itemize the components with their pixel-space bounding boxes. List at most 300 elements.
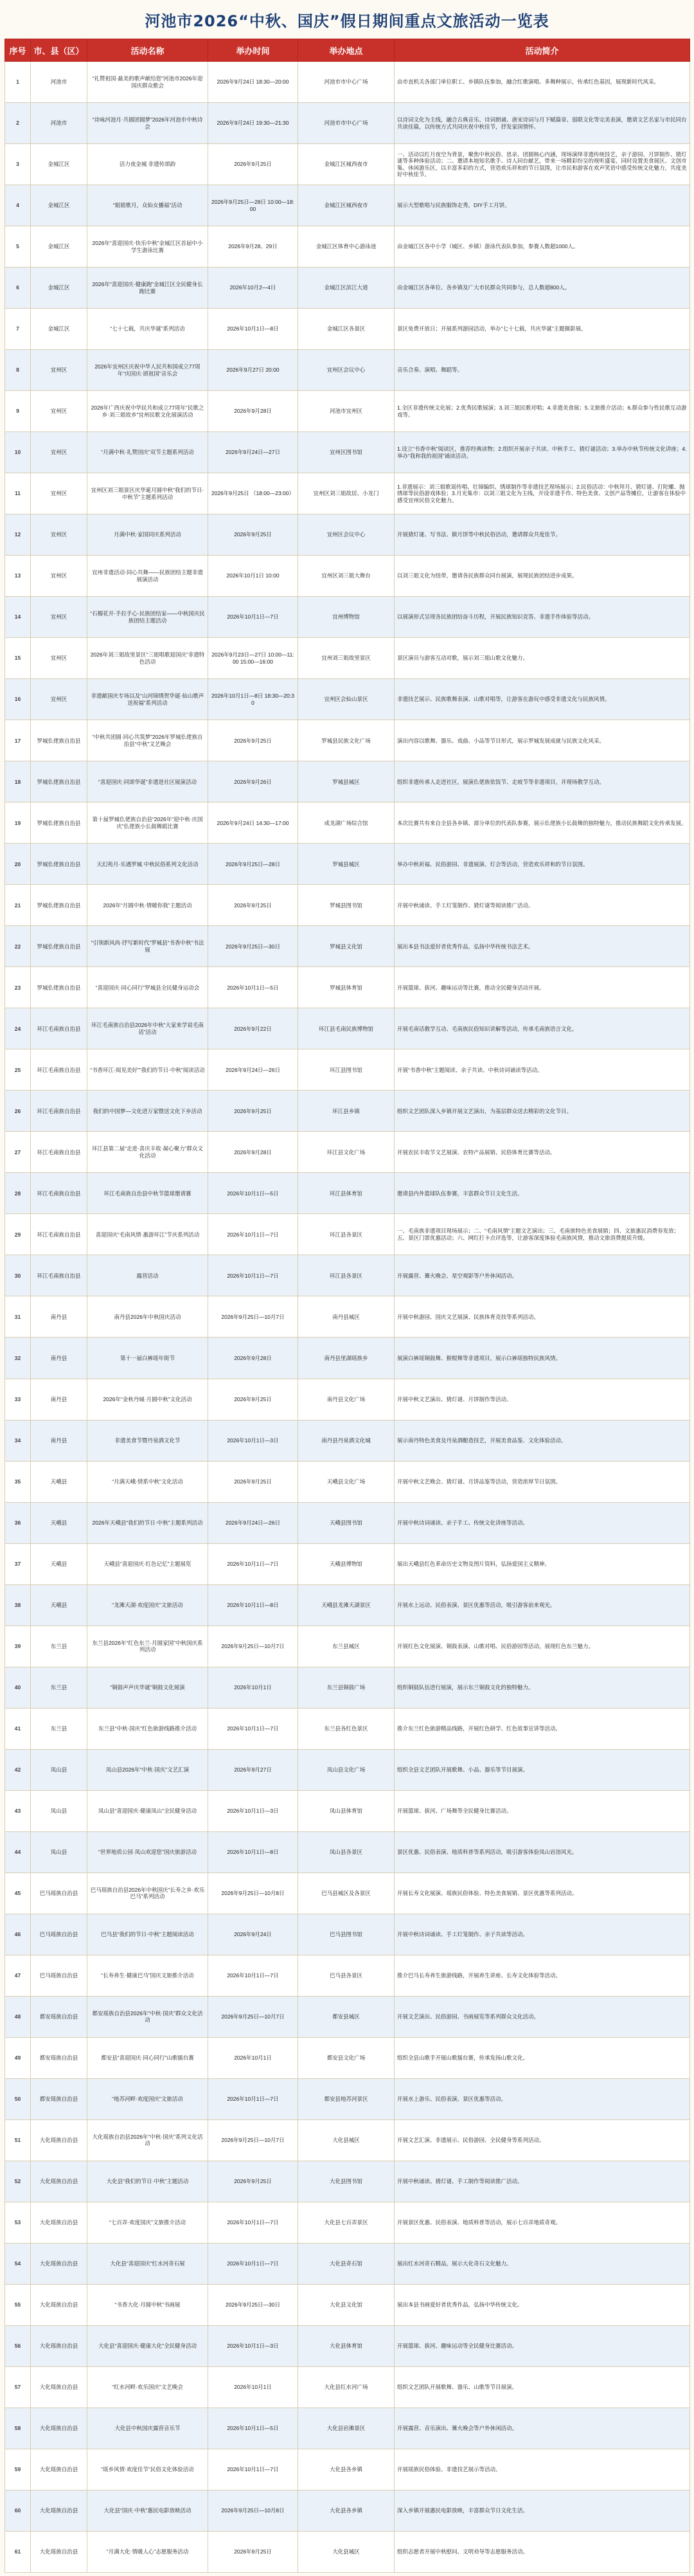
row-activity-name: 环江毛南族自治县中秋节篮球邀请赛 bbox=[87, 1173, 208, 1214]
row-time: 2026年9月25日—10月8日 bbox=[208, 2490, 298, 2531]
row-time: 2026年10月1日—5日 bbox=[208, 967, 298, 1008]
table-row bbox=[5, 1996, 690, 2037]
row-number: 58 bbox=[5, 2408, 31, 2449]
row-activity-name: 都安县“喜迎国庆·同心同行”山歌擂台赛 bbox=[87, 2037, 208, 2078]
row-activity-name: 凤山县2026年“中秋·国庆”文艺汇演 bbox=[87, 1749, 208, 1790]
table-row bbox=[5, 2202, 690, 2243]
row-activity-name: “地苏河畔·欢度国庆”文旅活动 bbox=[87, 2078, 208, 2119]
row-activity-name: 2026年“喜迎国庆·健康跑”金城江区全民健身长跑比赛 bbox=[87, 268, 208, 309]
row-county: 南丹县 bbox=[31, 1420, 87, 1461]
row-time: 2026年9月25日—10月7日 bbox=[208, 2119, 298, 2161]
row-number: 12 bbox=[5, 514, 31, 556]
row-number: 34 bbox=[5, 1420, 31, 1461]
row-county: 环江毛南族自治县 bbox=[31, 1091, 87, 1132]
row-time: 2026年9月25日—10月8日 bbox=[208, 1873, 298, 1914]
row-time: 2026年9月28日 bbox=[208, 391, 298, 432]
row-time: 2026年9月25日 bbox=[208, 1379, 298, 1420]
row-description: 推介巴马长寿养生旅游线路，开展养生讲座、长寿文化体验等活动。 bbox=[395, 1955, 690, 1996]
row-county: 大化瑶族自治县 bbox=[31, 2408, 87, 2449]
header-county: 市、县（区） bbox=[31, 39, 87, 62]
row-number: 3 bbox=[5, 144, 31, 185]
row-time: 2026年10月1日—7日 bbox=[208, 597, 298, 638]
row-number: 22 bbox=[5, 926, 31, 967]
row-description: 展出本县书法爱好者优秀作品，弘扬中华传统书法艺术。 bbox=[395, 926, 690, 967]
row-activity-name: “铜鼓声声庆华诞”铜鼓文化展演 bbox=[87, 1667, 208, 1708]
row-description: 开展猜灯谜、写书法、做月饼等中秋民俗活动，邀请群众共度佳节。 bbox=[395, 514, 690, 556]
table-row bbox=[5, 2243, 690, 2284]
table-row bbox=[5, 514, 690, 556]
row-time: 2026年9月28、29日 bbox=[208, 226, 298, 268]
row-place: 环江县文化广场 bbox=[298, 1132, 395, 1173]
row-number: 56 bbox=[5, 2325, 31, 2366]
row-number: 39 bbox=[5, 1626, 31, 1667]
row-place: 凤山县体育馆 bbox=[298, 1790, 395, 1831]
row-county: 大化瑶族自治县 bbox=[31, 2202, 87, 2243]
row-number: 55 bbox=[5, 2284, 31, 2325]
row-number: 44 bbox=[5, 1831, 31, 1873]
row-description: 本次比赛共有来自全县各乡镇、部分单位的代表队参赛，展示仫佬族小长鼓舞的独特魅力，推动民族舞蹈文化传承发展。 bbox=[395, 803, 690, 844]
table-row bbox=[5, 2366, 690, 2408]
row-activity-name: 大化瑶族自治县2026年“中秋·国庆”系列文化活动 bbox=[87, 2119, 208, 2161]
row-county: 宜州区 bbox=[31, 514, 87, 556]
row-number: 43 bbox=[5, 1790, 31, 1831]
table-row bbox=[5, 1049, 690, 1091]
row-description: 景区优惠、民俗表演、地质科普等系列活动，吸引游客体验凤山岩溶风光。 bbox=[395, 1831, 690, 1873]
table-row bbox=[5, 473, 690, 514]
row-description: 展出天峨县红色革命历史文物及图片资料，弘扬爱国主义精神。 bbox=[395, 1543, 690, 1584]
row-place: 巴马县城区及各景区 bbox=[298, 1873, 395, 1914]
row-county: 南丹县 bbox=[31, 1379, 87, 1420]
table-row bbox=[5, 1255, 690, 1296]
row-activity-name: “中秋共团圆·同心共筑梦”2026年罗城仫佬族自治县“中秋”文艺晚会 bbox=[87, 720, 208, 761]
row-number: 11 bbox=[5, 473, 31, 514]
row-place: 罗城县城区 bbox=[298, 761, 395, 803]
row-place: 金城江区滨江大道 bbox=[298, 268, 395, 309]
row-description: 组织铜鼓队伍进行展演，展示东兰铜鼓文化的独特魅力。 bbox=[395, 1667, 690, 1708]
row-time: 2026年9月25日—28日 10:00—18:00 bbox=[208, 185, 298, 226]
row-time: 2026年9月24日 bbox=[208, 1914, 298, 1955]
table-row bbox=[5, 1420, 690, 1461]
row-description: 开展“书香中秋”主题阅读、亲子共读、中秋诗词诵读等活动。 bbox=[395, 1049, 690, 1091]
table-row bbox=[5, 2078, 690, 2119]
row-description: 演出内容以歌舞、器乐、戏曲、小品等节目形式，展示罗城发展成就与民族文化风采。 bbox=[395, 720, 690, 761]
row-number: 24 bbox=[5, 1008, 31, 1049]
row-county: 南丹县 bbox=[31, 1296, 87, 1338]
table-row bbox=[5, 638, 690, 679]
row-number: 13 bbox=[5, 556, 31, 597]
row-activity-name: “书香大化·月圆中秋”书画展 bbox=[87, 2284, 208, 2325]
row-county: 环江毛南族自治县 bbox=[31, 1255, 87, 1296]
row-county: 大化瑶族自治县 bbox=[31, 2119, 87, 2161]
row-county: 天峨县 bbox=[31, 1461, 87, 1502]
row-place: 南丹县文化广场 bbox=[298, 1379, 395, 1420]
row-place: 金城江区城西夜市 bbox=[298, 144, 395, 185]
row-place: 宜州区刘三姐大舞台 bbox=[298, 556, 395, 597]
row-activity-name: 南丹县2026年中秋国庆活动 bbox=[87, 1296, 208, 1338]
row-description: 开展水上运动、民俗表演、景区优惠等活动，吸引游客前来观光。 bbox=[395, 1584, 690, 1626]
row-time: 2026年9月26日 bbox=[208, 761, 298, 803]
table-row bbox=[5, 2284, 690, 2325]
row-time: 2026年10月1日—3日 bbox=[208, 1420, 298, 1461]
row-time: 2026年10月1日—3日 bbox=[208, 1790, 298, 1831]
row-county: 凤山县 bbox=[31, 1831, 87, 1873]
row-activity-name: 2026年天峨县“我们的节日·中秋”主题系列活动 bbox=[87, 1502, 208, 1543]
row-description: 一、毛南族非遗项目现场展示；二、“毛南风情”主题文艺演出；三、毛南族特色美食展销；四、文旅惠民消费券发放；五、景区门票优惠活动；六、网红打卡点评选等，让游客深度体验毛南族风情，推动文旅消费提质升级。 bbox=[395, 1214, 690, 1255]
table-row bbox=[5, 1584, 690, 1626]
row-county: 宜州区 bbox=[31, 679, 87, 720]
row-place: 罗城县城区 bbox=[298, 844, 395, 885]
row-description: 以刘三姐文化为纽带，邀请各民族群众同台展演，展现民族团结进步成果。 bbox=[395, 556, 690, 597]
row-time: 2026年9月25日—10月7日 bbox=[208, 1296, 298, 1338]
table-row bbox=[5, 1543, 690, 1584]
row-description: 展示大型歌唱与民族服饰走秀，DIY手工月饼。 bbox=[395, 185, 690, 226]
table-row bbox=[5, 62, 690, 103]
row-county: 罗城仫佬族自治县 bbox=[31, 967, 87, 1008]
row-activity-name: 巴马瑶族自治县2026年中秋国庆“长寿之乡·欢乐巴马”系列活动 bbox=[87, 1873, 208, 1914]
row-county: 东兰县 bbox=[31, 1667, 87, 1708]
row-number: 17 bbox=[5, 720, 31, 761]
row-county: 罗城仫佬族自治县 bbox=[31, 844, 87, 885]
row-time: 2026年9月25日 bbox=[208, 2161, 298, 2202]
row-county: 东兰县 bbox=[31, 1626, 87, 1667]
row-county: 罗城仫佬族自治县 bbox=[31, 885, 87, 926]
row-county: 大化瑶族自治县 bbox=[31, 2325, 87, 2366]
row-time: 2026年9月25日 bbox=[208, 144, 298, 185]
row-description: 开展农民丰收节文艺展演、农特产品展销、民俗体育比赛等活动。 bbox=[395, 1132, 690, 1173]
row-time: 2026年10月1日 10:00 bbox=[208, 556, 298, 597]
table-row bbox=[5, 391, 690, 432]
row-description: 由市直机关各部门单位职工、乡镇队伍参加，融合红歌演唱、多舞种展示，传承红色基因，展现新时代风采。 bbox=[395, 62, 690, 103]
row-description: 开展露营、音乐演出、篝火晚会等户外休闲活动。 bbox=[395, 2408, 690, 2449]
row-county: 金城江区 bbox=[31, 268, 87, 309]
row-number: 40 bbox=[5, 1667, 31, 1708]
row-description: 1.非遗展示：刘三姐歌谣传唱、壮锦编织、绣球制作等非遗技艺现场展示；2.民俗活动：中秋拜月、猜灯谜、打陀螺、抛绣球等民俗游戏体验；3.月光集市：以刘三姐文化为主线，开设非遗手作、特色美食、文创产品等摊位，让游客在体验中感受宜州民俗文化魅力。 bbox=[395, 473, 690, 514]
row-time: 2026年9月24日—26日 bbox=[208, 1502, 298, 1543]
table-row bbox=[5, 803, 690, 844]
row-county: 宜州区 bbox=[31, 597, 87, 638]
row-activity-name: 巴马县“我们的节日·中秋”主题阅读活动 bbox=[87, 1914, 208, 1955]
row-county: 宜州区 bbox=[31, 473, 87, 514]
row-number: 47 bbox=[5, 1955, 31, 1996]
row-description: 音乐合奏、演唱、舞蹈等。 bbox=[395, 350, 690, 391]
row-place: 大化县图书馆 bbox=[298, 2161, 395, 2202]
row-place: 天峨县龙滩天湖景区 bbox=[298, 1584, 395, 1626]
row-number: 45 bbox=[5, 1873, 31, 1914]
row-time: 2026年10月1日—7日 bbox=[208, 2202, 298, 2243]
activity-table bbox=[4, 39, 690, 2573]
table-row bbox=[5, 1173, 690, 1214]
row-activity-name: “瑶乡风情·欢度佳节”民俗文化体验活动 bbox=[87, 2449, 208, 2490]
row-number: 27 bbox=[5, 1132, 31, 1173]
row-activity-name: 露营活动 bbox=[87, 1255, 208, 1296]
row-description: 组织全县文艺团队开展歌舞、小品、器乐等节目展演。 bbox=[395, 1749, 690, 1790]
row-description: 开展中秋文艺晚会、猜灯谜、月饼品鉴等活动，营造浓厚节日氛围。 bbox=[395, 1461, 690, 1502]
table-row bbox=[5, 1749, 690, 1790]
row-activity-name: 我们的中国梦—文化进万家暨送文化下乡活动 bbox=[87, 1091, 208, 1132]
row-county: 环江毛南族自治县 bbox=[31, 1214, 87, 1255]
row-time: 2026年10月1日—7日 bbox=[208, 2243, 298, 2284]
row-county: 环江毛南族自治县 bbox=[31, 1173, 87, 1214]
row-place: 天峨县文化广场 bbox=[298, 1461, 395, 1502]
row-activity-name: 大化县“国庆·中秋”惠民电影放映活动 bbox=[87, 2490, 208, 2531]
row-activity-name: 大化县“喜迎国庆”红水河奇石展 bbox=[87, 2243, 208, 2284]
row-number: 36 bbox=[5, 1502, 31, 1543]
row-county: 环江毛南族自治县 bbox=[31, 1049, 87, 1091]
row-activity-name: “长寿养生·健康巴马”国庆文旅推介活动 bbox=[87, 1955, 208, 1996]
row-number: 10 bbox=[5, 432, 31, 473]
row-place: 东兰县城区 bbox=[298, 1626, 395, 1667]
row-number: 14 bbox=[5, 597, 31, 638]
table-row bbox=[5, 1132, 690, 1173]
row-time: 2026年9月28日 bbox=[208, 1338, 298, 1379]
row-place: 大化县城区 bbox=[298, 2119, 395, 2161]
row-description: 组织文艺团队开展歌舞、器乐、山歌等节目展演。 bbox=[395, 2366, 690, 2408]
row-description: 开展中秋诗词诵读、手工灯笼制作、亲子共读等活动。 bbox=[395, 1914, 690, 1955]
table-row bbox=[5, 2449, 690, 2490]
row-activity-name: “月满中秋·礼赞国庆”双节主题系列活动 bbox=[87, 432, 208, 473]
row-county: 大化瑶族自治县 bbox=[31, 2161, 87, 2202]
row-time: 2026年10月1日—7日 bbox=[208, 1255, 298, 1296]
row-number: 49 bbox=[5, 2037, 31, 2078]
row-number: 25 bbox=[5, 1049, 31, 1091]
table-row bbox=[5, 1338, 690, 1379]
row-number: 30 bbox=[5, 1255, 31, 1296]
row-county: 大化瑶族自治县 bbox=[31, 2490, 87, 2531]
row-time: 2026年10月2—4日 bbox=[208, 268, 298, 309]
row-description: 景区演员与游客互动对歌，展示刘三姐山歌文化魅力。 bbox=[395, 638, 690, 679]
row-county: 宜州区 bbox=[31, 432, 87, 473]
row-place: 河池市宜州区 bbox=[298, 391, 395, 432]
row-activity-name: “月满大化·情暖人心”志愿服务活动 bbox=[87, 2531, 208, 2572]
row-description: 以诗词文化为主线，融合古典音乐、诗词朗诵、唐宋诗词与月下赋篇章、弱联文化等完美表演，邀请文艺名家与市民同台共读佳篇，以传统方式共同庆祝中秋佳节，抒发家国情怀。 bbox=[395, 103, 690, 144]
row-place: 罗城县图书馆 bbox=[298, 885, 395, 926]
row-place: 天峨县图书馆 bbox=[298, 1502, 395, 1543]
row-county: 南丹县 bbox=[31, 1338, 87, 1379]
table-row bbox=[5, 1831, 690, 1873]
row-place: 东兰县各红色景区 bbox=[298, 1708, 395, 1749]
row-description: 推介东兰红色旅游精品线路，开展红色研学、红色故事宣讲等活动。 bbox=[395, 1708, 690, 1749]
row-number: 48 bbox=[5, 1996, 31, 2037]
row-description: 开展文艺演出、民俗游园、书画展览等系列群众文化活动。 bbox=[395, 1996, 690, 2037]
row-time: 2026年10月1日—8日 18:30—20:30 bbox=[208, 679, 298, 720]
row-county: 凤山县 bbox=[31, 1790, 87, 1831]
table-row bbox=[5, 761, 690, 803]
row-place: 环江县各景区 bbox=[298, 1255, 395, 1296]
table-row bbox=[5, 2119, 690, 2161]
row-county: 宜州区 bbox=[31, 391, 87, 432]
row-activity-name: “七百弄·欢度国庆”文旅推介活动 bbox=[87, 2202, 208, 2243]
row-description: 开展露营、篝火晚会、星空观影等户外休闲活动。 bbox=[395, 1255, 690, 1296]
table-row bbox=[5, 144, 690, 185]
row-place: 环江县体育馆 bbox=[298, 1173, 395, 1214]
table-row bbox=[5, 1790, 690, 1831]
row-county: 河池市 bbox=[31, 62, 87, 103]
row-time: 2026年9月25日—30日 bbox=[208, 926, 298, 967]
row-description: 1.设立“书香中秋”阅读区，推荐经典读物；2.组织开展亲子共读、中秋手工、猜灯谜活动；3.举办中秋节传统文化讲座；4.举办“我和我的祖国”诵读活动。 bbox=[395, 432, 690, 473]
row-place: 宜州区会议中心 bbox=[298, 514, 395, 556]
table-row bbox=[5, 1626, 690, 1667]
row-number: 20 bbox=[5, 844, 31, 885]
row-county: 巴马瑶族自治县 bbox=[31, 1873, 87, 1914]
row-county: 宜州区 bbox=[31, 556, 87, 597]
row-time: 2026年10月1日—8日 bbox=[208, 309, 298, 350]
row-description: 组织志愿者开展中秋慰问、文明劝导等志愿服务活动。 bbox=[395, 2531, 690, 2572]
row-description: 开展中秋游园、国庆文艺展演、民族体育竞技等系列活动。 bbox=[395, 1296, 690, 1338]
table-row bbox=[5, 1296, 690, 1338]
row-description: 由金城江区各中小学（城区、乡镇）游泳代表队参加，参赛人数超1000人。 bbox=[395, 226, 690, 268]
table-row bbox=[5, 2531, 690, 2572]
row-activity-name: 天幻苑月·乐遇罗城 中秋民俗系列文化活动 bbox=[87, 844, 208, 885]
row-place: 金城江区城西夜市 bbox=[298, 185, 395, 226]
table-row bbox=[5, 1914, 690, 1955]
row-county: 金城江区 bbox=[31, 185, 87, 226]
row-county: 都安瑶族自治县 bbox=[31, 2037, 87, 2078]
table-row bbox=[5, 679, 690, 720]
row-county: 都安瑶族自治县 bbox=[31, 1996, 87, 2037]
row-description: 一、活动以红月夜空为背景，聚焦中秋民俗、思亲、团圆核心内涵，现场演绎非遗传统技艺，亲子游园、月饼制作、猜灯谜等多种体验活动；二、邀请本地知名歌手、诗人同台献艺，带来一场精彩纷呈的视听盛宴，同时设置美食展区、文创市集、休闲游乐区，以丰富多彩的方式，营造欢乐祥和的节日氛围，让市民和游客在欢声笑语中感受传统文化魅力，共度美好中秋佳节。 bbox=[395, 144, 690, 185]
row-description: 开展景区优惠、民俗表演、地质科普等活动，展示七百弄地质奇观。 bbox=[395, 2202, 690, 2243]
row-number: 29 bbox=[5, 1214, 31, 1255]
row-time: 2026年10月1日—3日 bbox=[208, 2325, 298, 2366]
row-description: 开展篮球、拔河、广场舞等全民健身比赛活动。 bbox=[395, 1790, 690, 1831]
table-row bbox=[5, 2408, 690, 2449]
row-description: 开展篮球、拔河、趣味运动等比赛，推动全民健身活动开展。 bbox=[395, 967, 690, 1008]
row-description: 组织非遗传承人走进社区，展演仫佬族依饭节、走坡节等非遗项目，并现场教学互动。 bbox=[395, 761, 690, 803]
row-place: 宜州刘三姐故里景区 bbox=[298, 638, 395, 679]
row-activity-name: 凤山县“喜迎国庆·健康凤山”全民健身活动 bbox=[87, 1790, 208, 1831]
row-time: 2026年9月24日—27日 bbox=[208, 432, 298, 473]
row-number: 26 bbox=[5, 1091, 31, 1132]
row-activity-name: 东兰县2026年“红色东兰·月圆家国”中秋国庆系列活动 bbox=[87, 1626, 208, 1667]
row-county: 罗城仫佬族自治县 bbox=[31, 761, 87, 803]
row-description: 开展红色文化展演、铜鼓表演、山歌对唱、民俗游园等活动，展现红色东兰魅力。 bbox=[395, 1626, 690, 1667]
row-description: 开展长寿文化展演、瑶族民俗体验、特色美食展销、景区优惠等系列活动。 bbox=[395, 1873, 690, 1914]
row-time: 2026年9月25日—10月7日 bbox=[208, 1626, 298, 1667]
row-time: 2026年9月25日 bbox=[208, 514, 298, 556]
table-row bbox=[5, 103, 690, 144]
row-activity-name: “红水河畔·欢乐国庆”文艺晚会 bbox=[87, 2366, 208, 2408]
row-activity-name: 大化县中秋国庆露营音乐节 bbox=[87, 2408, 208, 2449]
row-time: 2026年10月1日—7日 bbox=[208, 1214, 298, 1255]
table-row bbox=[5, 1708, 690, 1749]
row-description: 非遗技艺展示、民族歌舞表演、山歌对唱等，让游客在游玩中感受非遗文化与民族风情。 bbox=[395, 679, 690, 720]
row-time: 2026年10月1日 bbox=[208, 1667, 298, 1708]
row-number: 15 bbox=[5, 638, 31, 679]
row-place: 都安县城区 bbox=[298, 1996, 395, 2037]
row-activity-name: 活力夜金城 非遗传颂韵 bbox=[87, 144, 208, 185]
row-activity-name: “月满天峨·情系中秋”文化活动 bbox=[87, 1461, 208, 1502]
page-title: 河池市2026“中秋、国庆”假日期间重点文旅活动一览表 bbox=[145, 12, 549, 30]
row-time: 2026年9月25日 bbox=[208, 1461, 298, 1502]
table-row bbox=[5, 720, 690, 761]
row-county: 巴马瑶族自治县 bbox=[31, 1955, 87, 1996]
row-activity-name: 第十届罗城仫佬族自治县“2026年“迎中秋·庆国庆”仫佬族小长鼓舞蹈比赛 bbox=[87, 803, 208, 844]
row-county: 金城江区 bbox=[31, 144, 87, 185]
row-place: 宜州区刘三姐故居、小龙门 bbox=[298, 473, 395, 514]
row-number: 2 bbox=[5, 103, 31, 144]
row-number: 35 bbox=[5, 1461, 31, 1502]
table-row bbox=[5, 844, 690, 885]
row-place: 巴马县图书馆 bbox=[298, 1914, 395, 1955]
row-number: 8 bbox=[5, 350, 31, 391]
table-row bbox=[5, 1667, 690, 1708]
table-row bbox=[5, 1379, 690, 1420]
header-description: 活动简介 bbox=[395, 39, 690, 62]
row-activity-name: 2026年刘三姐故里景区“三姐唱歌迎国庆”非遗特色活动 bbox=[87, 638, 208, 679]
row-activity-name: “书香环江·阅见美好”“我们的节日·中秋”阅读活动 bbox=[87, 1049, 208, 1091]
row-time: 2026年9月25日 bbox=[208, 885, 298, 926]
row-county: 罗城仫佬族自治县 bbox=[31, 720, 87, 761]
row-number: 60 bbox=[5, 2490, 31, 2531]
row-time: 2026年10月1日—7日 bbox=[208, 1955, 298, 1996]
row-county: 金城江区 bbox=[31, 309, 87, 350]
row-place: 东兰县铜鼓广场 bbox=[298, 1667, 395, 1708]
row-number: 21 bbox=[5, 885, 31, 926]
row-time: 2026年10月1日—8日 bbox=[208, 1831, 298, 1873]
row-number: 37 bbox=[5, 1543, 31, 1584]
table-row bbox=[5, 1502, 690, 1543]
row-county: 大化瑶族自治县 bbox=[31, 2243, 87, 2284]
row-activity-name: 大化县“喜迎国庆·健康大化”全民健身活动 bbox=[87, 2325, 208, 2366]
row-number: 46 bbox=[5, 1914, 31, 1955]
row-activity-name: 非遗献国庆专场以及“山河锦绣贺华诞·仙山歌声送祝福”系列活动 bbox=[87, 679, 208, 720]
row-activity-name: “礼赞祖国·最美的歌声献给您”河池市2026年迎国庆群众歌会 bbox=[87, 62, 208, 103]
row-number: 50 bbox=[5, 2078, 31, 2119]
row-county: 环江毛南族自治县 bbox=[31, 1008, 87, 1049]
row-time: 2026年10月1日—5日 bbox=[208, 1173, 298, 1214]
row-county: 天峨县 bbox=[31, 1543, 87, 1584]
row-place: 大化县各乡镇 bbox=[298, 2449, 395, 2490]
row-county: 天峨县 bbox=[31, 1502, 87, 1543]
row-activity-name: 环江毛南族自治县2026年中秋“大家来学说毛南话”活动 bbox=[87, 1008, 208, 1049]
row-number: 1 bbox=[5, 62, 31, 103]
row-activity-name: “喜迎国庆·同颂华诞”非遗进社区展演活动 bbox=[87, 761, 208, 803]
table-row bbox=[5, 268, 690, 309]
row-number: 57 bbox=[5, 2366, 31, 2408]
row-activity-name: “石榴花开·手拉手心·民族团结家——中秋国庆民族团结主题活动 bbox=[87, 597, 208, 638]
row-place: 天峨县博物馆 bbox=[298, 1543, 395, 1584]
row-place: 都安县文化广场 bbox=[298, 2037, 395, 2078]
row-activity-name: “姐姐歌月，众仙女播福”活动 bbox=[87, 185, 208, 226]
table-row bbox=[5, 1461, 690, 1502]
table-row bbox=[5, 1008, 690, 1049]
row-county: 都安瑶族自治县 bbox=[31, 2078, 87, 2119]
row-time: 2026年9月24日 14:30—17:00 bbox=[208, 803, 298, 844]
row-description: 开展中秋诵读、手工灯笼制作、猜灯谜等阅读推广活动。 bbox=[395, 885, 690, 926]
row-number: 18 bbox=[5, 761, 31, 803]
row-place: 成龙湖广场综合馆 bbox=[298, 803, 395, 844]
row-time: 2026年9月24日 19:30—21:30 bbox=[208, 103, 298, 144]
row-county: 宜州区 bbox=[31, 350, 87, 391]
row-time: 2026年10月1日—7日 bbox=[208, 1543, 298, 1584]
row-activity-name: 宜州区刘三姐景区庆华诞月圆中秋“我们的节日·中秋节”主题系列活动 bbox=[87, 473, 208, 514]
row-county: 河池市 bbox=[31, 103, 87, 144]
row-description: 1.全区非遗传统文化展；2.优秀民歌展演；3.刘三姐民歌对唱；4.非遗美食展；5.文旅推介活动；6.群众参与性民歌互动游戏等。 bbox=[395, 391, 690, 432]
row-place: 南丹县里湖瑶族乡 bbox=[298, 1338, 395, 1379]
table-row bbox=[5, 2037, 690, 2078]
row-number: 6 bbox=[5, 268, 31, 309]
table-header-row bbox=[5, 39, 690, 62]
row-place: 凤山县文化广场 bbox=[298, 1749, 395, 1790]
row-activity-name: “世界地质公园·凤山欢迎您”国庆旅游活动 bbox=[87, 1831, 208, 1873]
row-number: 41 bbox=[5, 1708, 31, 1749]
row-time: 2026年9月25日—30日 bbox=[208, 2284, 298, 2325]
row-county: 凤山县 bbox=[31, 1749, 87, 1790]
header-time: 举办时间 bbox=[208, 39, 298, 62]
row-place: 宜州博物馆 bbox=[298, 597, 395, 638]
row-number: 38 bbox=[5, 1584, 31, 1626]
row-description: 组织全县山歌手开展山歌擂台赛，传承发扬山歌文化。 bbox=[395, 2037, 690, 2078]
